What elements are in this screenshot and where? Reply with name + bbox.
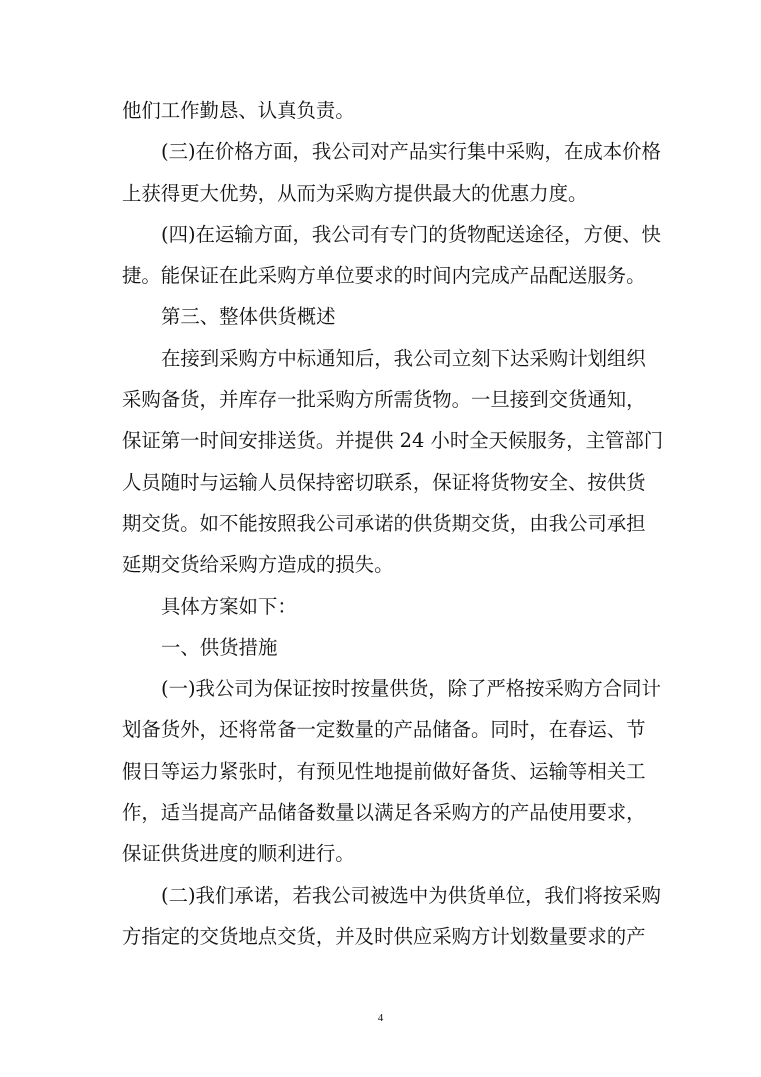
text-line: 采购备货，并库存一批采购方所需货物。一旦接到交货通知，	[122, 388, 646, 412]
text-line: 方指定的交货地点交货，并及时供应采购方计划数量要求的产	[122, 924, 646, 948]
text-line: 期交货。如不能按照我公司承诺的供货期交货，由我公司承担	[122, 511, 646, 535]
text-line: 在接到采购方中标通知后，我公司立刻下达采购计划组织	[161, 346, 646, 370]
text-line: 划备货外，还将常备一定数量的产品储备。同时，在春运、节	[122, 718, 646, 742]
text-line: (三)在价格方面，我公司对产品实行集中采购，在成本价格	[161, 140, 661, 164]
text-line: 他们工作勤恳、认真负责。	[122, 99, 355, 122]
text-line: 保证供货进度的顺利进行。	[122, 842, 355, 866]
text-line: 上获得更大优势，从而为采购方提供最大的优惠力度。	[122, 181, 588, 205]
section-heading: 一、供货措施	[161, 635, 278, 659]
section-heading: 第三、整体供货概述	[161, 305, 336, 329]
text-line: (二)我们承诺，若我公司被选中为供货单位，我们将按采购	[161, 883, 661, 907]
text-line: 假日等运力紧张时，有预见性地提前做好备货、运输等相关工	[122, 759, 646, 783]
text-line: (四)在运输方面，我公司有专门的货物配送途径，方便、快	[161, 222, 661, 246]
text-line: 作，适当提高产品储备数量以满足各采购方的产品使用要求，	[122, 801, 646, 825]
text-line: (一)我公司为保证按时按量供货，除了严格按采购方合同计	[161, 677, 661, 701]
text-line: 具体方案如下：	[161, 594, 297, 618]
body-text	[122, 90, 664, 957]
text-line: 延期交货给采购方造成的损失。	[122, 553, 394, 577]
text-line: 人员随时与运输人员保持密切联系，保证将货物安全、按供货	[122, 470, 646, 494]
text-line: 保证第一时间安排送货。并提供 24 小时全天候服务，主管部门	[122, 429, 664, 453]
text-line: 捷。能保证在此采购方单位要求的时间内完成产品配送服务。	[122, 264, 646, 288]
page-number: 4	[377, 1012, 384, 1024]
